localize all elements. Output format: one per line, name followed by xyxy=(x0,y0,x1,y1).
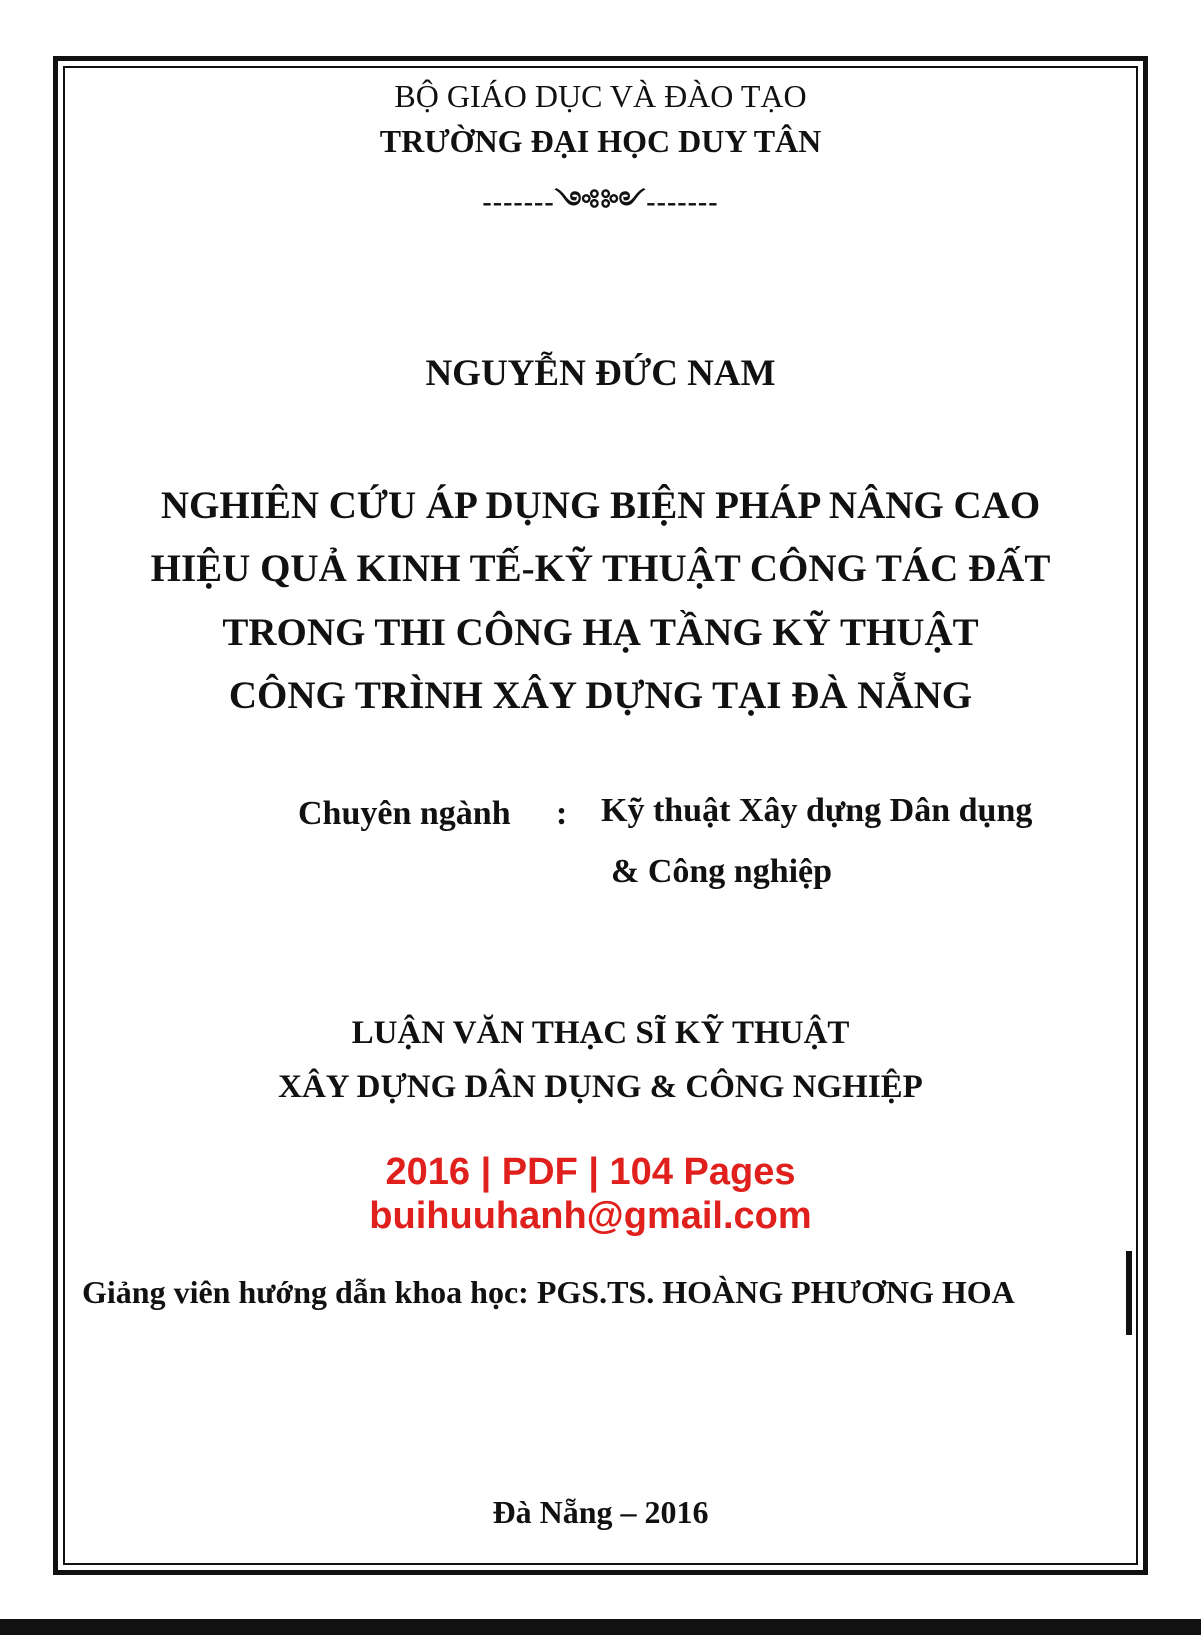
ministry-name: BỘ GIÁO DỤC VÀ ĐÀO TẠO xyxy=(394,78,807,114)
watermark-info: 2016 | PDF | 104 Pages xyxy=(385,1151,796,1193)
scan-bottom-edge xyxy=(0,1619,1201,1635)
scan-edge-mark xyxy=(1126,1251,1132,1335)
degree-line-1: LUẬN VĂN THẠC SĨ KỸ THUẬT xyxy=(351,1015,850,1051)
degree-line-2: XÂY DỰNG DÂN DỤNG & CÔNG NGHIỆP xyxy=(278,1069,923,1105)
major-label: Chuyên ngành xyxy=(298,795,511,832)
author-name: NGUYỄN ĐỨC NAM xyxy=(425,353,776,394)
advisor-line: Giảng viên hướng dẫn khoa học: PGS.TS. HOÀNG PHƯƠNG HOA xyxy=(82,1274,1015,1310)
thesis-title-line-4: CÔNG TRÌNH XÂY DỰNG TẠI ĐÀ NẴNG xyxy=(228,674,973,717)
major-colon: : xyxy=(556,795,568,832)
watermark-email: buihuuhanh@gmail.com xyxy=(369,1195,812,1237)
thesis-title-line-3: TRONG THI CÔNG HẠ TẦNG KỸ THUẬT xyxy=(222,611,979,654)
thesis-title-line-1: NGHIÊN CỨU ÁP DỤNG BIỆN PHÁP NÂNG CAO xyxy=(160,484,1041,527)
university-name: TRƯỜNG ĐẠI HỌC DUY TÂN xyxy=(379,123,822,159)
major-value-line-1: Kỹ thuật Xây dựng Dân dụng xyxy=(601,792,1033,829)
place-and-date: Đà Nẵng – 2016 xyxy=(492,1494,709,1530)
thesis-title-line-2: HIỆU QUẢ KINH TẾ-KỸ THUẬT CÔNG TÁC ĐẤT xyxy=(150,547,1051,590)
major-value-line-2: & Công nghiệp xyxy=(611,853,833,890)
ornament-divider: -------༺༻------- xyxy=(482,187,719,218)
